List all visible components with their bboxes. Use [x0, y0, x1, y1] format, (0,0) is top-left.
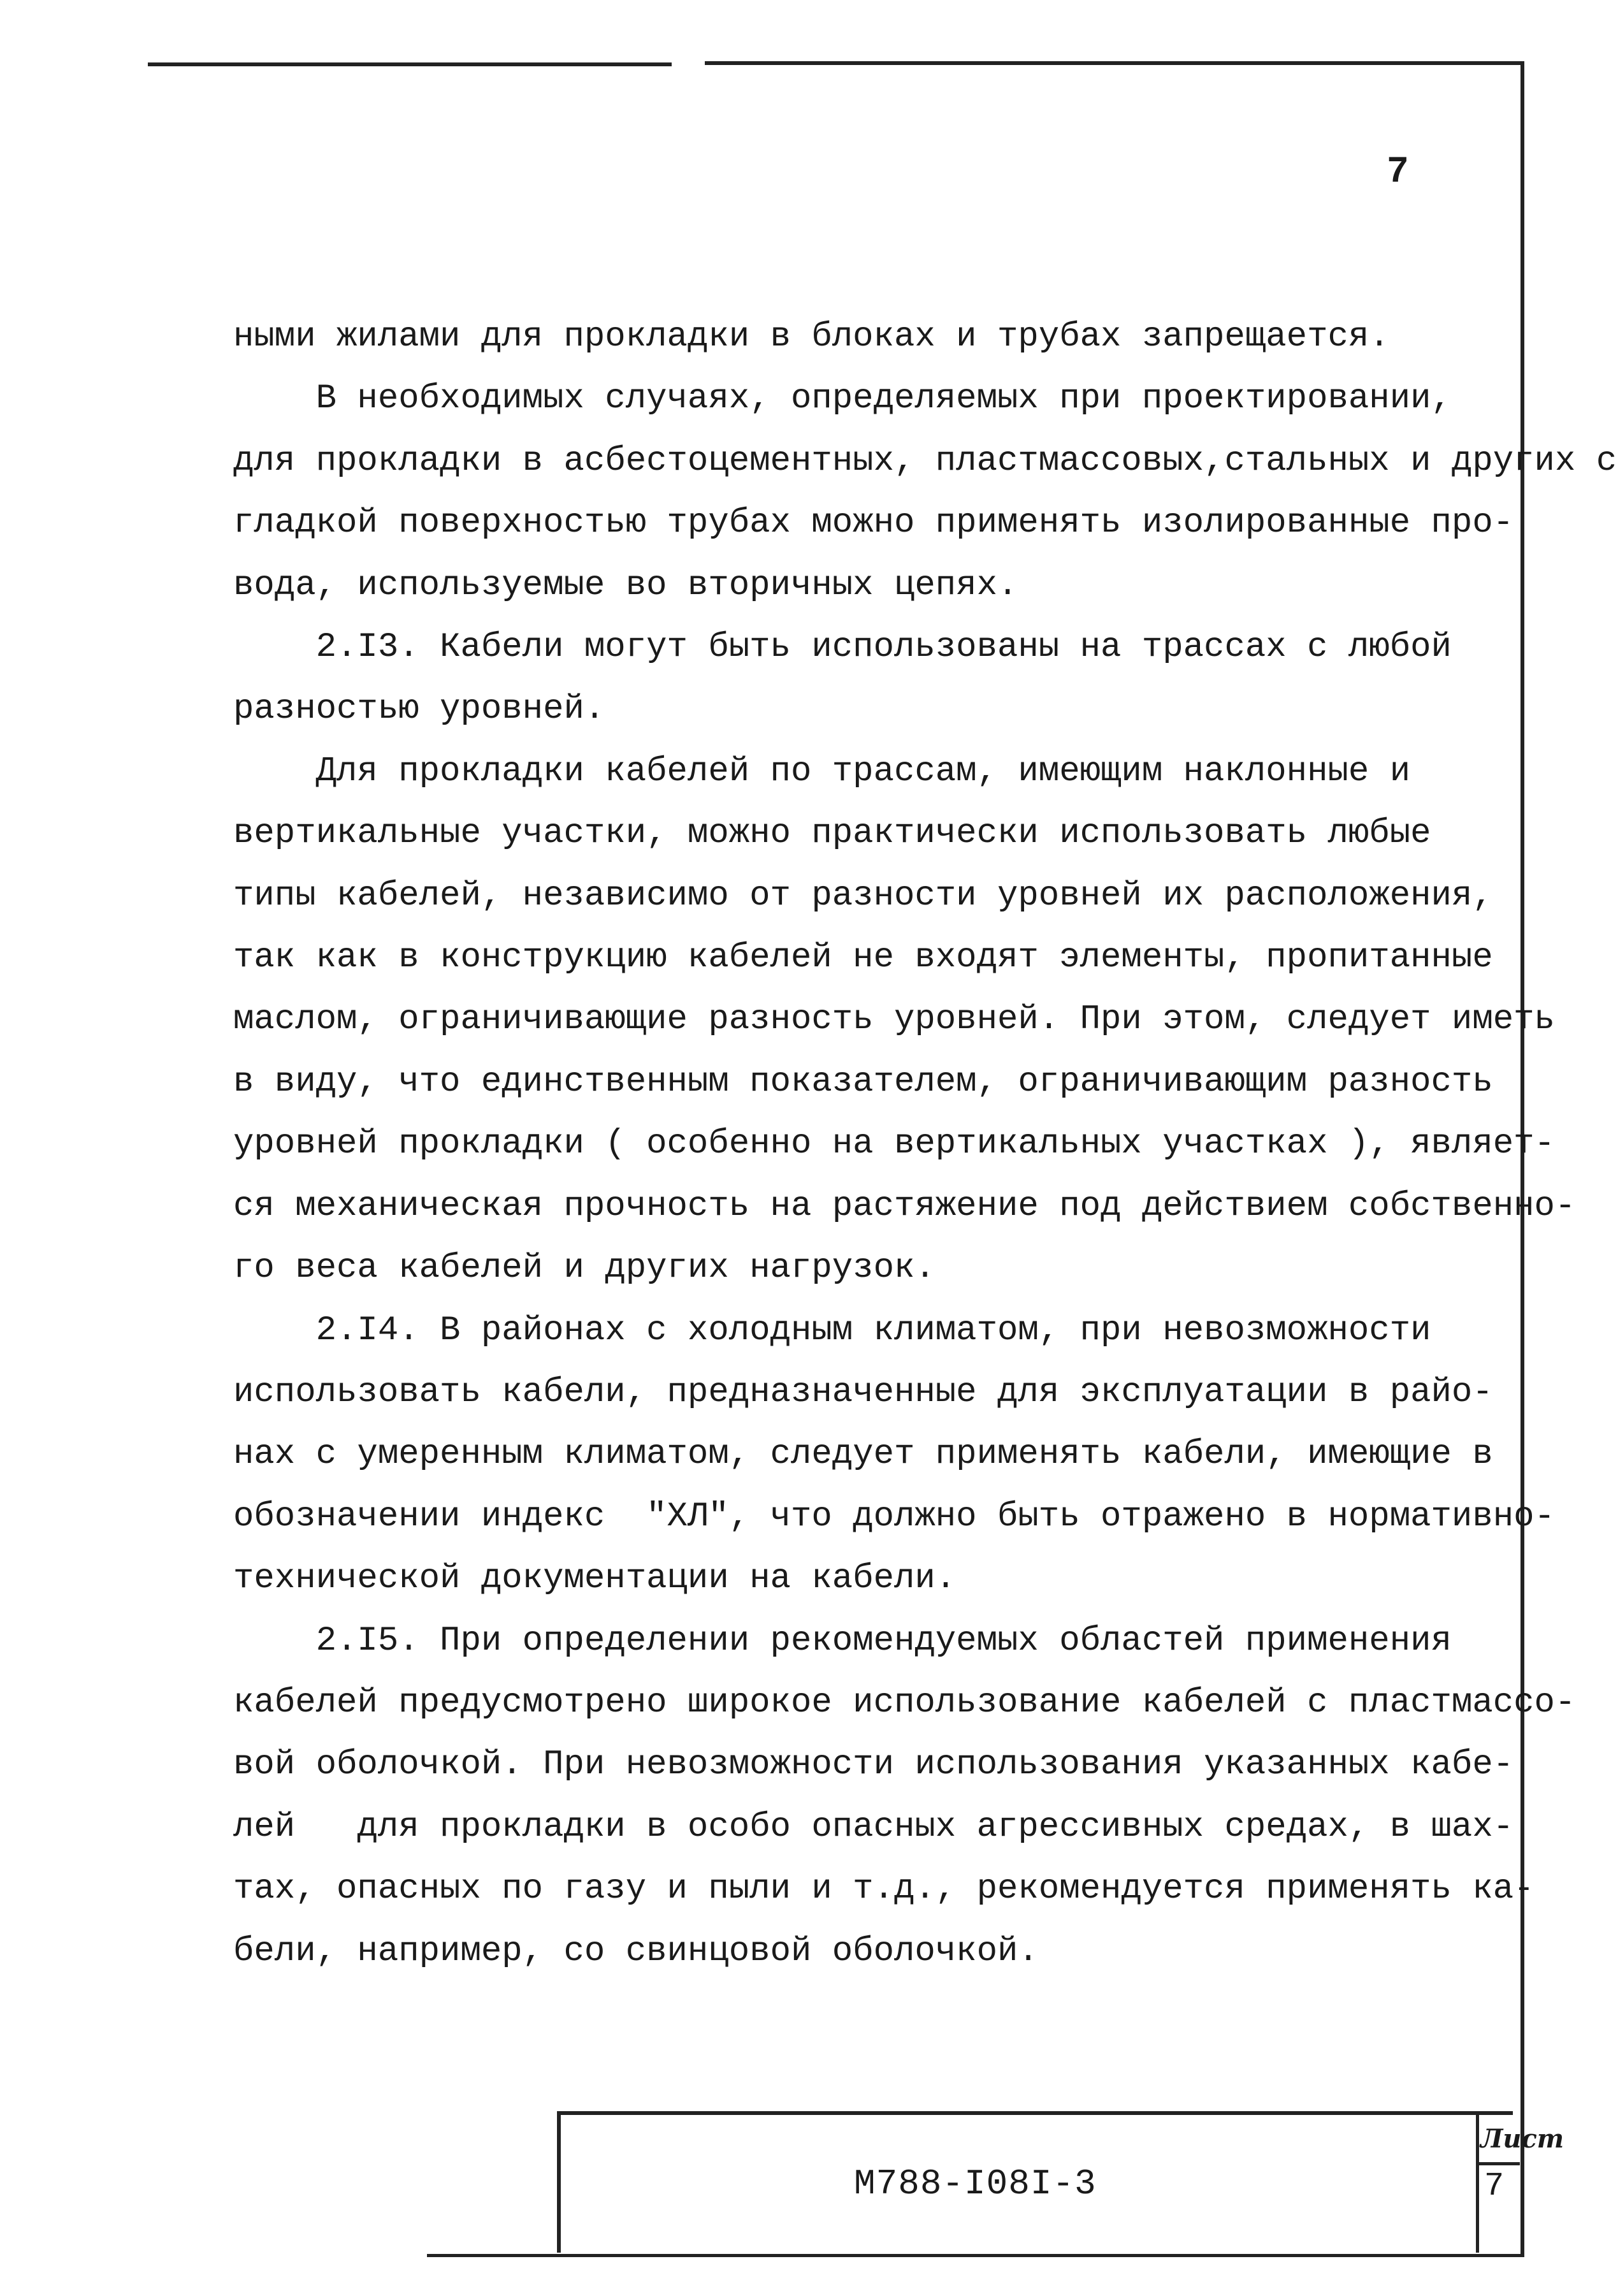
body-text: [233, 306, 1617, 1982]
text-line: обозначении индекс "ХЛ", что должно быть отражено в нормативно-: [233, 1497, 1555, 1536]
text-line: нах с умеренным климатом, следует применять кабели, имеющие в: [233, 1435, 1493, 1474]
text-line: го веса кабелей и других нагрузок.: [233, 1249, 935, 1288]
text-line: технической документации на кабели.: [233, 1559, 957, 1599]
text-line: вой оболочкой. При невозможности использования указанных кабе-: [233, 1745, 1514, 1785]
frame-top-line-left: [148, 62, 672, 66]
text-line: разностью уровней.: [233, 690, 605, 729]
text-line: типы кабелей, независимо от разности уровней их расположения,: [233, 876, 1493, 915]
sheet-cell-divider: [1479, 2162, 1520, 2165]
text-line: маслом, ограничивающие разность уровней. При этом, следует иметь: [233, 1000, 1555, 1040]
text-line: гладкой поверхностью трубах можно применять изолированные про-: [233, 504, 1514, 543]
sheet-label: Лист: [1480, 2124, 1564, 2154]
text-line: так как в конструкцию кабелей не входят элементы, пропитанные: [233, 938, 1493, 978]
text-line: тах, опасных по газу и пыли и т.д., рекомендуется применять ка-: [233, 1870, 1535, 1909]
text-line: лей для прокладки в особо опасных агрессивных средах, в шах-: [233, 1807, 1514, 1847]
text-line: в виду, что единственным показателем, ограничивающим разность: [233, 1062, 1493, 1101]
text-line: 2.I3. Кабели могут быть использованы на трассах с любой: [233, 628, 1452, 667]
text-line: ся механическая прочность на растяжение под действием собственно-: [233, 1186, 1576, 1226]
text-line: 2.I5. При определении рекомендуемых областей применения: [233, 1621, 1452, 1660]
frame-bottom-line: [427, 2254, 1524, 2257]
sheet-cell: [1476, 2115, 1564, 2253]
text-line: 2.I4. В районах с холодным климатом, при невозможности: [233, 1311, 1431, 1350]
sheet-number: 7: [1484, 2167, 1505, 2205]
text-line: кабелей предусмотрено широкое использование кабелей с пластмассо-: [233, 1683, 1576, 1722]
text-line: ными жилами для прокладки в блоках и трубах запрещается.: [233, 317, 1390, 356]
frame-top-line-right: [705, 61, 1524, 65]
text-line: вертикальные участки, можно практически использовать любые: [233, 814, 1431, 854]
text-line: уровней прокладки ( особенно на вертикальных участках ), являет-: [233, 1124, 1555, 1164]
text-line: Для прокладки кабелей по трассам, имеющим наклонные и: [233, 752, 1411, 791]
text-line: использовать кабели, предназначенные для эксплуатации в райо-: [233, 1372, 1493, 1412]
text-line: бели, например, со свинцовой оболочкой.: [233, 1931, 1039, 1971]
page-number: 7: [1387, 152, 1409, 193]
text-line: вода, используемые во вторичных цепях.: [233, 565, 1018, 605]
title-block-stamp: [557, 2111, 1564, 2253]
text-line: В необходимых случаях, определяемых при проектировании,: [233, 379, 1452, 419]
document-code: М788-I08I-3: [854, 2163, 1097, 2204]
text-line: для прокладки в асбестоцементных, пластмассовых,стальных и других с: [233, 441, 1617, 481]
